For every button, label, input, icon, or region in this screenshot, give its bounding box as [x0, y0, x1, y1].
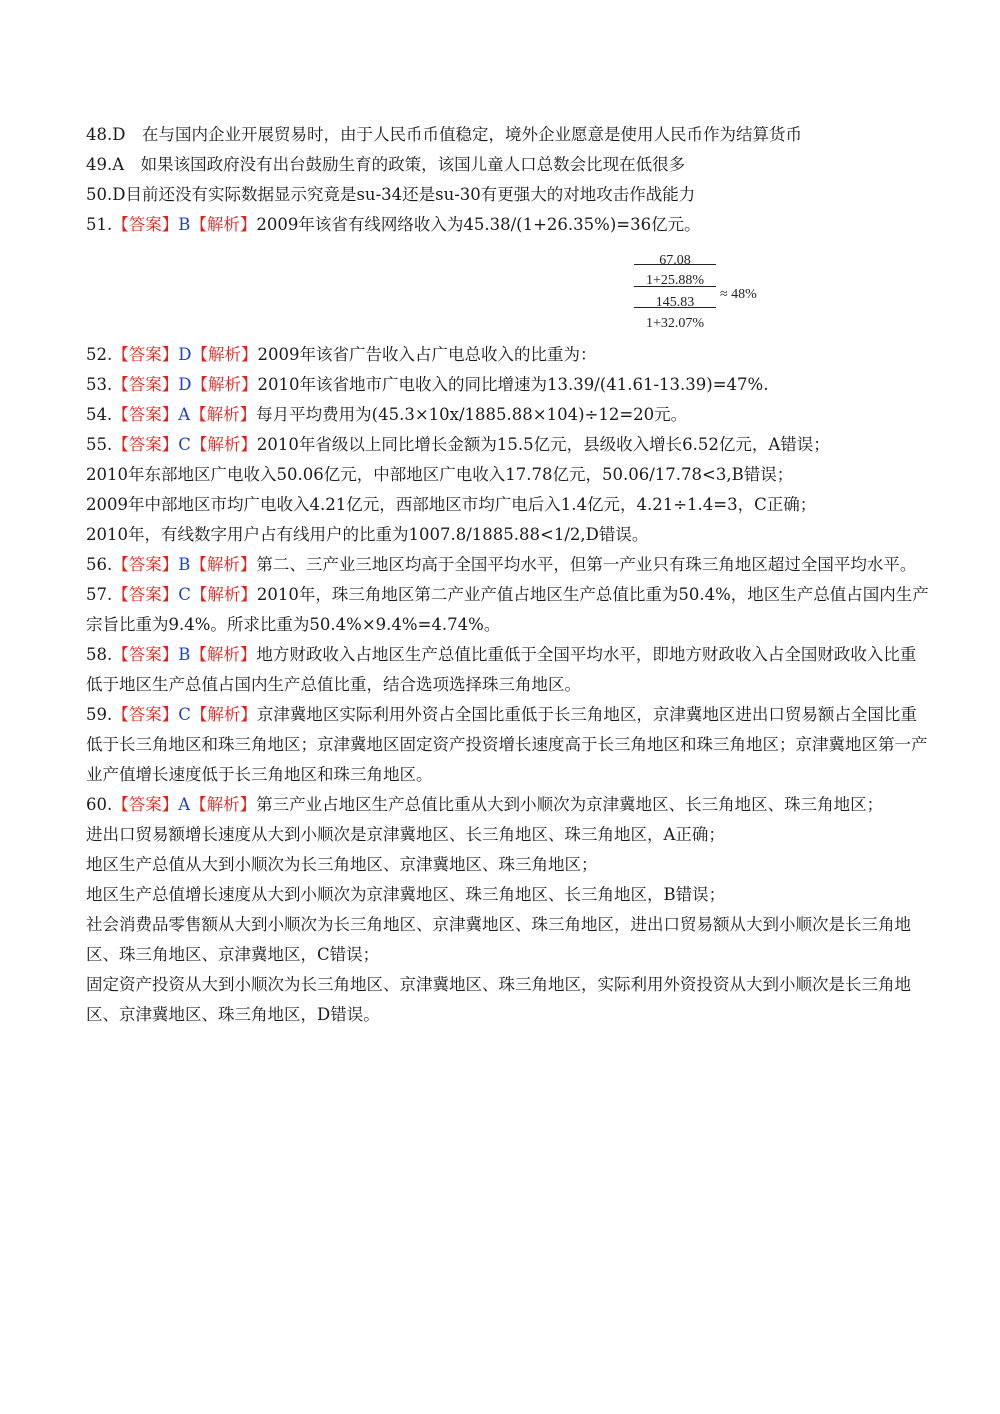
answer-60-line-b: 进出口贸易额增长速度从大到小顺次是京津冀地区、长三角地区、珠三角地区，A正确； — [86, 825, 725, 844]
analysis-label: 【解析】 — [191, 375, 258, 394]
answer-label: 【答案】 — [112, 555, 179, 574]
analysis-label: 【解析】 — [190, 705, 257, 724]
answer-option: C — [178, 585, 191, 604]
answer-label: 【答案】 — [112, 345, 179, 364]
analysis-text: 2010年该省地市广电收入的同比增速为13.39/(41.61-13.39)=47%. — [257, 375, 769, 394]
formula-bottom-denominator: 1+32.07% — [645, 316, 705, 331]
answer-option: A — [178, 405, 191, 424]
answer-label: 【答案】 — [112, 375, 179, 394]
formula-top-numerator: 67.08 — [659, 253, 691, 268]
analysis-label: 【解析】 — [190, 435, 257, 454]
question-number: 55. — [86, 435, 113, 454]
answer-option: B — [178, 555, 191, 574]
analysis-label: 【解析】 — [190, 405, 257, 424]
analysis-text: 2009年该省有线网络收入为45.38/(1+26.35%)=36亿元。 — [256, 215, 701, 234]
analysis-label: 【解析】 — [190, 215, 257, 234]
analysis-text: 地方财政收入占地区生产总值比重低于全国平均水平，即地方财政收入占全国财政收入比重低于地区生产总值占国内生产总值比重，结合选项选择珠三角地区。 — [86, 645, 917, 694]
formula-top-denominator: 1+25.88% — [645, 273, 705, 288]
answer-60-line-c: 地区生产总值从大到小顺次为长三角地区、京津冀地区、珠三角地区； — [86, 855, 598, 874]
ratio-formula — [634, 244, 774, 336]
question-number: 56. — [86, 555, 113, 574]
formula-top-bar — [634, 264, 716, 265]
answer-label: 【答案】 — [112, 215, 179, 234]
analysis-text: 第二、三产业三地区均高于全国平均水平，但第一产业只有珠三角地区超过全国平均水平。 — [256, 555, 917, 574]
answer-label: 【答案】 — [112, 645, 179, 664]
answer-49: 49.A 如果该国政府没有出台鼓励生育的政策，该国儿童人口总数会比现在低很多 — [86, 155, 686, 174]
analysis-text: 京津冀地区实际利用外资占全国比重低于长三角地区，京津冀地区进出口贸易额占全国比重低于长三角地区和珠三角地区；京津冀地区固定资产投资增长速度高于长三角地区和珠三角地区；京津冀地区第一产业产值增长速度低于长三角地区和珠三角地区。 — [86, 705, 928, 784]
analysis-text: 每月平均费用为(45.3×10x/1885.88×104)÷12=20元。 — [256, 405, 688, 424]
answer-55-line-b: 2010年东部地区广电收入50.06亿元，中部地区广电收入17.78亿元，50.06/17.78<3,B错误； — [86, 465, 794, 484]
question-number: 53. — [86, 375, 113, 394]
analysis-label: 【解析】 — [190, 555, 257, 574]
analysis-label: 【解析】 — [190, 645, 257, 664]
answer-option: D — [178, 375, 192, 394]
answer-53 — [86, 370, 932, 400]
formula-figure — [86, 244, 932, 336]
answer-60 — [86, 790, 932, 820]
answer-option: C — [178, 435, 191, 454]
answer-option: A — [178, 795, 191, 814]
question-number: 54. — [86, 405, 113, 424]
analysis-label: 【解析】 — [190, 795, 257, 814]
answer-51 — [86, 210, 932, 240]
formula-bottom-bar — [634, 307, 716, 308]
question-number: 51. — [86, 215, 113, 234]
analysis-text: 2010年，珠三角地区第二产业产值占地区生产总值比重为50.4%，地区生产总值占国内生产宗旨比重为9.4%。所求比重为50.4%×9.4%=4.74%。 — [86, 585, 929, 634]
answer-52 — [86, 340, 932, 370]
answer-option: B — [178, 215, 191, 234]
answer-label: 【答案】 — [112, 435, 179, 454]
analysis-label: 【解析】 — [190, 585, 257, 604]
answer-60-line-d: 地区生产总值增长速度从大到小顺次为京津冀地区、珠三角地区、长三角地区，B错误； — [86, 885, 726, 904]
question-number: 59. — [86, 705, 113, 724]
question-number: 57. — [86, 585, 113, 604]
analysis-text: 2009年该省广告收入占广电总收入的比重为： — [257, 345, 597, 364]
answer-50: 50.D目前还没有实际数据显示究竟是su-34还是su-30有更强大的对地攻击作战能力 — [86, 185, 696, 204]
answer-label: 【答案】 — [112, 795, 179, 814]
answer-label: 【答案】 — [112, 405, 179, 424]
answer-label: 【答案】 — [112, 585, 179, 604]
question-number: 60. — [86, 795, 113, 814]
answer-48: 48.D 在与国内企业开展贸易时，由于人民币币值稳定，境外企业愿意是使用人民币作为结算货币 — [86, 125, 802, 144]
answer-explanations — [86, 120, 932, 1030]
answer-60-line-f: 固定资产投资从大到小顺次为长三角地区、京津冀地区、珠三角地区，实际利用外资投资从大到小顺次是长三角地区、京津冀地区、珠三角地区，D错误。 — [86, 975, 911, 1024]
analysis-text: 2010年省级以上同比增长金额为15.5亿元，县级收入增长6.52亿元，A错误； — [256, 435, 830, 454]
answer-60-line-e: 社会消费品零售额从大到小顺次为长三角地区、京津冀地区、珠三角地区，进出口贸易额从大到小顺次是长三角地区、珠三角地区、京津冀地区，C错误； — [86, 915, 911, 964]
formula-main-bar — [634, 286, 716, 287]
formula-result: ≈ 48% — [720, 287, 757, 302]
answer-55-line-d: 2010年，有线数字用户占有线用户的比重为1007.8/1885.88<1/2,D错误。 — [86, 525, 649, 544]
analysis-text: 第三产业占地区生产总值比重从大到小顺次为京津冀地区、长三角地区、珠三角地区； — [256, 795, 884, 814]
answer-55-line-c: 2009年中部地区市均广电收入4.21亿元，西部地区市均广电后入1.4亿元，4.21÷1.4=3，C正确； — [86, 495, 817, 514]
formula-bottom-numerator: 145.83 — [655, 295, 695, 310]
answer-option: C — [178, 705, 191, 724]
question-number: 52. — [86, 345, 113, 364]
answer-label: 【答案】 — [112, 705, 179, 724]
answer-56 — [86, 550, 932, 580]
question-number: 58. — [86, 645, 113, 664]
answer-59 — [86, 700, 932, 790]
answer-57 — [86, 580, 932, 640]
answer-58 — [86, 640, 932, 700]
answer-55 — [86, 430, 932, 460]
answer-54 — [86, 400, 932, 430]
answer-option: B — [178, 645, 191, 664]
analysis-label: 【解析】 — [191, 345, 258, 364]
answer-option: D — [178, 345, 192, 364]
